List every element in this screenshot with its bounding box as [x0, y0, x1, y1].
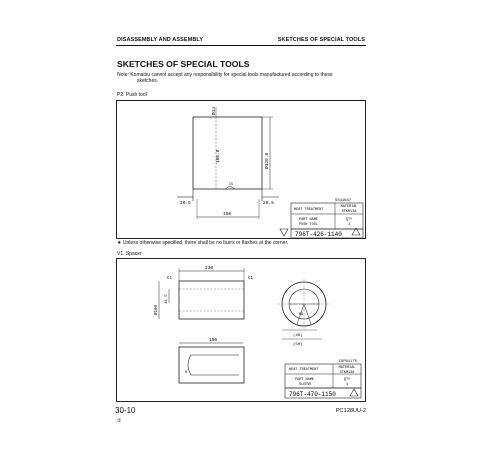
- star-icon: ★: [117, 240, 122, 246]
- dim-right-c: C1: [248, 277, 254, 281]
- footnote-text: Unless otherwise specified, there shall be no burrs or flashes at the corner.: [122, 240, 289, 246]
- tb2-part-name-value: SLEEVE: [299, 383, 312, 387]
- dim-left-small: 20.5: [180, 201, 191, 206]
- dim-left-vertical: Ø100: [155, 304, 159, 315]
- model-number: PC128UU-2: [335, 408, 366, 414]
- header-rule: [116, 45, 366, 46]
- dim-right-small: 20.5: [263, 201, 274, 206]
- tb1-material-label: MATERIAL: [340, 205, 358, 209]
- header-left: DISASSEMBLY AND ASSEMBLY: [117, 37, 204, 43]
- spacer-section-view: [179, 347, 244, 383]
- dim-top: Ø14: [212, 106, 217, 115]
- header-right: SKETCHES OF SPECIAL TOOLS: [277, 37, 365, 43]
- page-number: 30-10: [115, 406, 136, 415]
- note: [117, 72, 367, 84]
- footnote: [117, 240, 288, 246]
- tb1-qty-value: 1: [347, 223, 351, 227]
- dim-top: 230: [205, 266, 214, 271]
- note-line2: sketches.: [137, 78, 159, 85]
- tb2-part-name-label: PART NAME: [295, 378, 314, 382]
- revision-mark: ①: [117, 418, 122, 424]
- tb1-part-number: 796T-426-1140: [295, 231, 342, 238]
- tb2-qty-label: QTY: [343, 378, 351, 382]
- tb2-material-value: STKM13A: [339, 371, 355, 375]
- tb2-qty-value: 1: [345, 383, 349, 387]
- tb1-part-name-label: PART NAME: [299, 218, 318, 222]
- note-label: Note:: [117, 72, 129, 78]
- tb2-part-number: 796T-470-1150: [289, 391, 336, 398]
- tb2-heat-label: HEAT TREATMENT: [289, 368, 319, 372]
- spacer-drawing: [117, 259, 365, 401]
- tb2-code: CUP01175: [338, 360, 357, 364]
- tb1-qty-label: QTY: [345, 218, 353, 222]
- sketch2-frame: [116, 258, 366, 402]
- dim-middle: 150: [209, 338, 218, 343]
- dim-chamfer: C5: [229, 183, 234, 187]
- sketch2-caption: V1. Spacer: [117, 251, 142, 257]
- dim-radius: R: [185, 371, 188, 375]
- dim-small-vertical: 41.5: [165, 294, 169, 304]
- dim-right-vertical: Ø120.8: [265, 152, 270, 169]
- section-label: R6: [299, 313, 304, 317]
- sketch1-caption: P2. Push tool: [117, 92, 147, 98]
- dim-inner-vertical: 100.8: [216, 149, 221, 163]
- push-tool-body: [193, 117, 262, 189]
- tb1-heat-label: HEAT TREATMENT: [294, 208, 324, 212]
- spacer-side-view: [179, 281, 244, 319]
- title-block-1: [280, 199, 363, 238]
- page-title: SKETCHES OF SPECIAL TOOLS: [117, 59, 250, 69]
- dim-depth2: (50): [293, 343, 303, 347]
- tb2-material-label: MATERIAL: [338, 366, 356, 370]
- push-tool-drawing: [117, 101, 365, 238]
- tb1-material-value: STKM13A: [341, 210, 357, 214]
- title-block-2: [285, 360, 361, 398]
- note-line1: Komatsu cannot accept any responsibility for special tools manufactured according to these: [130, 72, 333, 78]
- tb1-part-name-value: PUSH TOOL: [299, 223, 318, 227]
- dim-left-c: C1: [167, 277, 173, 281]
- dim-bottom: 150: [223, 212, 232, 217]
- projection-triangle-icon: [280, 229, 288, 236]
- dim-depth1: (40): [293, 334, 303, 338]
- tb1-code: SS41N47: [335, 199, 351, 203]
- sketch1-frame: [116, 100, 366, 239]
- revision-triangle-icon: [350, 389, 358, 396]
